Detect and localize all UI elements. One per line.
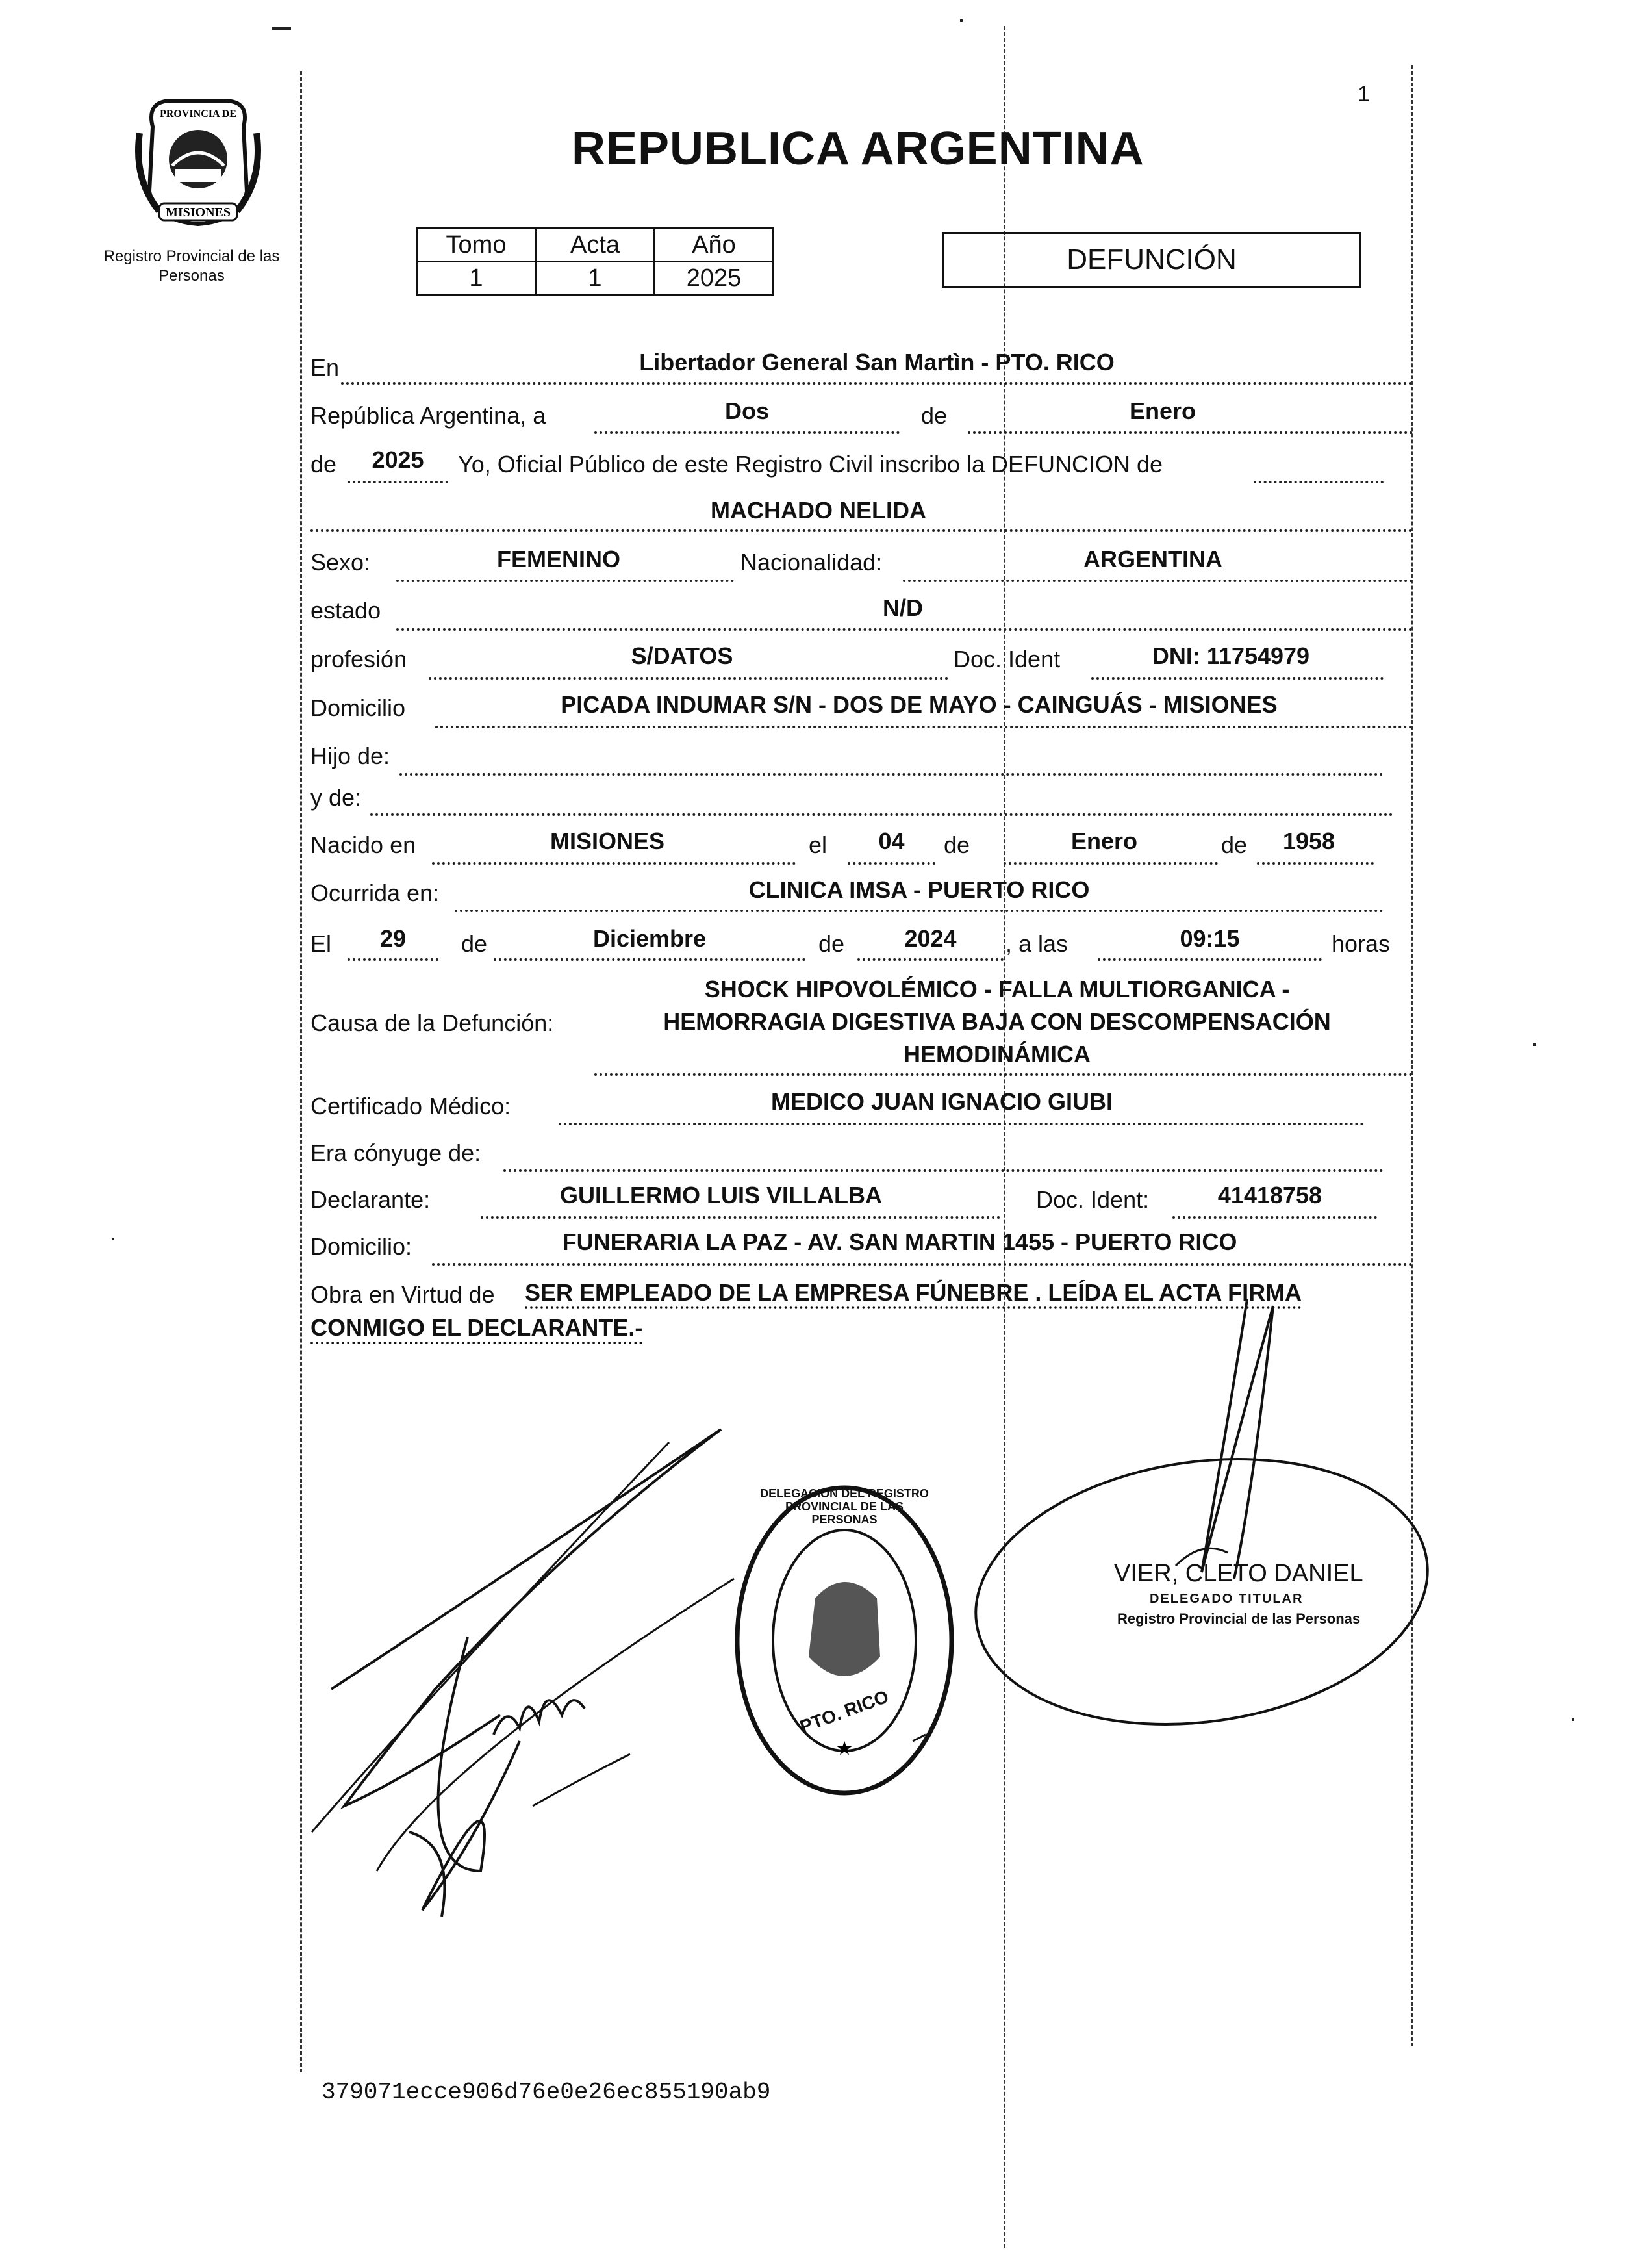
- scan-speck: [1572, 1718, 1574, 1721]
- scan-speck: [272, 27, 291, 30]
- line-dia: [594, 431, 900, 434]
- value-certificado: MEDICO JUAN IGNACIO GIUBI: [770, 1088, 1113, 1115]
- label-de-4: de: [1221, 832, 1248, 858]
- label-ocurrida-en: Ocurrida en:: [310, 880, 440, 906]
- line-oficial-end: [1254, 481, 1384, 483]
- line-causa: [594, 1073, 1413, 1076]
- logo-text-top: PROVINCIA DE: [160, 108, 236, 120]
- line-hijo-de: [399, 773, 1384, 776]
- value-estado: N/D: [883, 594, 923, 621]
- label-de-2: de: [310, 451, 337, 478]
- line-declarante: [481, 1216, 1000, 1219]
- value-nacionalidad: ARGENTINA: [1083, 546, 1222, 572]
- label-estado: estado: [310, 597, 381, 624]
- official-title: DELEGADO TITULAR: [1150, 1592, 1304, 1606]
- line-nac-anio: [1257, 862, 1374, 865]
- official-signature: [838, 1293, 1435, 1735]
- label-de-6: de: [818, 930, 845, 957]
- line-y-de: [370, 813, 1393, 816]
- line-decl-doc: [1172, 1216, 1377, 1219]
- line-anio: [348, 481, 448, 483]
- line-def-dia: [348, 958, 438, 961]
- line-estado: [396, 628, 1413, 631]
- value-lugar: Libertador General San Martìn - PTO. RICO: [639, 349, 1115, 376]
- label-republica: República Argentina, a: [310, 402, 546, 429]
- label-de-3: de: [944, 832, 970, 858]
- province-logo: [133, 88, 263, 231]
- official-office: Registro Provincial de las Personas: [1117, 1611, 1361, 1627]
- page-number: 1: [1358, 82, 1370, 107]
- value-def-anio: 2024: [904, 925, 957, 952]
- label-decl-doc: Doc. Ident:: [1036, 1186, 1150, 1213]
- line-profesion: [429, 677, 948, 680]
- scan-speck: [112, 1238, 114, 1240]
- label-causa: Causa de la Defunción:: [310, 1010, 554, 1036]
- label-hijo-de: Hijo de:: [310, 743, 390, 769]
- line-nombre: [310, 529, 1413, 532]
- label-de-1: de: [921, 402, 948, 429]
- value-nac-mes: Enero: [1070, 828, 1138, 854]
- document-title: REPUBLICA ARGENTINA: [572, 123, 1144, 175]
- value-decl-doc: 41418758: [1217, 1182, 1322, 1208]
- record-type-box: DEFUNCIÓN: [942, 232, 1361, 288]
- label-doc-ident: Doc. Ident: [954, 646, 1061, 672]
- value-obra-line-1: SER EMPLEADO DE LA EMPRESA FÚNEBRE . LEÍDA EL ACTA FIRMA: [525, 1279, 1302, 1306]
- label-sexo: Sexo:: [310, 549, 371, 576]
- value-nac-dia: 04: [878, 828, 905, 854]
- label-domicilio-2: Domicilio:: [310, 1233, 412, 1260]
- stamp-center-text: PTO. RICO: [797, 1686, 892, 1737]
- value-sexo: FEMENINO: [496, 546, 620, 572]
- label-a-las: , a las: [1005, 930, 1068, 957]
- right-margin-line: [1411, 65, 1413, 2046]
- line-def-mes: [494, 958, 805, 961]
- scan-speck: [1533, 1043, 1536, 1046]
- line-conyuge: [503, 1169, 1384, 1172]
- stamp-ring-text: DELEGACION DEL REGISTRO PROVINCIAL DE LAS PERSONAS: [760, 1487, 929, 1526]
- declarant-signature: [305, 1416, 760, 1923]
- value-domicilio: PICADA INDUMAR S/N - DOS DE MAYO - CAINGUÁS - MISIONES: [561, 691, 1278, 718]
- table-value-acta: 1: [536, 262, 655, 295]
- value-profesion: S/DATOS: [631, 643, 733, 669]
- value-causa-line-3: HEMODINÁMICA: [904, 1041, 1091, 1067]
- official-name: VIER, CLETO DANIEL: [1114, 1560, 1363, 1587]
- value-anio-registro: 2025: [372, 446, 424, 473]
- label-nacionalidad: Nacionalidad:: [740, 549, 883, 576]
- value-dia-registro: Dos: [724, 398, 769, 424]
- left-margin-line: [300, 71, 302, 2072]
- line-nacido-en: [432, 862, 796, 865]
- line-en: [341, 382, 1413, 385]
- label-profesion: profesión: [310, 646, 407, 672]
- value-doc-ident: DNI: 11754979: [1152, 643, 1310, 669]
- label-horas: horas: [1332, 930, 1391, 957]
- label-de-5: de: [461, 930, 488, 957]
- table-value-tomo: 1: [417, 262, 536, 295]
- table-value-anio: 2025: [655, 262, 774, 295]
- registry-caption: Registro Provincial de las Personas: [103, 248, 280, 285]
- line-mes: [968, 431, 1413, 434]
- label-y-de: y de:: [310, 784, 362, 811]
- label-el-2: El: [310, 930, 332, 957]
- record-table: [416, 227, 774, 296]
- value-causa-line-2: HEMORRAGIA DIGESTIVA BAJA CON DESCOMPENSACIÓN: [663, 1008, 1331, 1035]
- label-nacido-en: Nacido en: [310, 832, 416, 858]
- value-obra-line-2: CONMIGO EL DECLARANTE.-: [310, 1314, 643, 1341]
- line-certificado: [559, 1123, 1364, 1125]
- value-domicilio-2: FUNERARIA LA PAZ - AV. SAN MARTIN 1455 - PUERTO RICO: [562, 1229, 1237, 1255]
- value-nac-anio: 1958: [1282, 828, 1335, 854]
- document-hash: 379071ecce906d76e0e26ec855190ab9: [322, 2079, 771, 2106]
- svg-text:★: ★: [837, 1739, 852, 1758]
- table-header-acta: Acta: [536, 229, 655, 262]
- label-domicilio: Domicilio: [310, 694, 406, 721]
- value-declarante: GUILLERMO LUIS VILLALBA: [560, 1182, 882, 1208]
- table-header-anio: Año: [655, 229, 774, 262]
- line-ocurrida-en: [455, 910, 1384, 912]
- value-nombre: MACHADO NELIDA: [711, 497, 926, 524]
- label-obra: Obra en Virtud de: [310, 1281, 495, 1308]
- value-def-mes: Diciembre: [592, 925, 707, 952]
- line-nacionalidad: [903, 580, 1413, 582]
- line-nac-mes: [1004, 862, 1218, 865]
- text-oficial: Yo, Oficial Público de este Registro Civil inscribo la DEFUNCION de: [458, 451, 1163, 478]
- label-declarante: Declarante:: [310, 1186, 431, 1213]
- label-conyuge: Era cónyuge de:: [310, 1140, 481, 1166]
- value-mes-registro: Enero: [1129, 398, 1196, 424]
- scan-speck: [960, 19, 963, 22]
- value-ocurrida-en: CLINICA IMSA - PUERTO RICO: [748, 876, 1090, 903]
- logo-text-bottom: MISIONES: [165, 205, 231, 220]
- value-nacido-en: MISIONES: [550, 828, 665, 854]
- value-def-hora: 09:15: [1180, 925, 1240, 952]
- line-def-hora: [1098, 958, 1322, 961]
- line-domicilio: [435, 726, 1413, 728]
- label-el: el: [809, 832, 828, 858]
- value-def-dia: 29: [379, 925, 407, 952]
- line-doc-ident: [1091, 677, 1384, 680]
- value-causa-line-1: SHOCK HIPOVOLÉMICO - FALLA MULTIORGANICA -: [704, 976, 1290, 1002]
- line-domicilio-2: [432, 1263, 1413, 1266]
- line-sexo: [396, 580, 734, 582]
- line-nac-dia: [848, 862, 935, 865]
- label-en: En: [310, 354, 340, 381]
- table-header-tomo: Tomo: [417, 229, 536, 262]
- label-certificado: Certificado Médico:: [310, 1093, 511, 1119]
- line-def-anio: [857, 958, 1004, 961]
